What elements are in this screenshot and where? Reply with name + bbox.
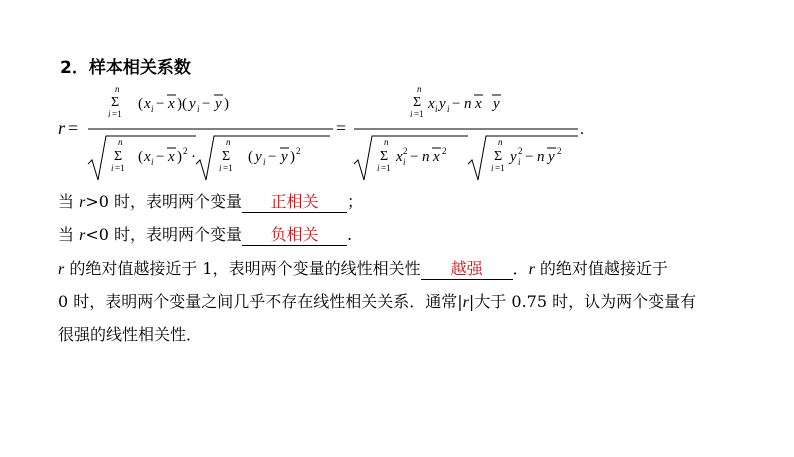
svg-text:Σ: Σ (111, 95, 120, 110)
l1-mid: >0 时，表明两个变量 (85, 192, 243, 211)
l1-prefix: 当 (58, 192, 75, 211)
l4-var: r (462, 294, 469, 311)
svg-text:Σ: Σ (494, 149, 503, 164)
svg-text:(: ( (138, 149, 143, 165)
l3-var2: r (528, 261, 535, 278)
svg-text:2: 2 (518, 146, 523, 156)
l5-text: 很强的线性相关性． (58, 325, 203, 344)
svg-text:i: i (151, 104, 154, 114)
statement-conclusion (58, 323, 202, 347)
svg-text:i: i (410, 109, 413, 119)
svg-text:=1: =1 (223, 163, 233, 173)
svg-text:−: − (525, 149, 534, 165)
l4-text: 0 时，表明两个变量之间几乎不存在线性相关关系．通常| (58, 292, 463, 311)
svg-text:i: i (377, 163, 380, 173)
l2-prefix: 当 (58, 225, 75, 244)
svg-text:): ) (290, 149, 295, 165)
svg-text:i: i (263, 157, 266, 167)
svg-text:−: − (452, 96, 461, 112)
svg-text:n: n (498, 137, 503, 147)
svg-text:x: x (428, 96, 435, 112)
svg-text:y: y (189, 96, 196, 112)
svg-text:i: i (111, 163, 114, 173)
svg-text:i: i (197, 104, 200, 114)
svg-text:=1: =1 (495, 163, 505, 173)
svg-text:2: 2 (183, 146, 188, 156)
svg-text:−: − (410, 149, 419, 165)
answer-blank-negative: 负相关 (242, 225, 347, 246)
l1-end: ； (347, 192, 364, 211)
svg-text:y: y (493, 96, 500, 112)
svg-text:n: n (537, 149, 545, 165)
formula-eq-1: = (68, 118, 79, 138)
l3-mid: 的绝对值越接近于 1，表明两个变量的线性相关性 (64, 259, 421, 278)
svg-text:i: i (403, 157, 406, 167)
svg-text:n: n (226, 137, 231, 147)
svg-text:i: i (219, 163, 222, 173)
svg-text:y: y (215, 96, 222, 112)
svg-text:n: n (384, 137, 389, 147)
l3-mid2: ． (512, 259, 529, 278)
statement-strength (58, 257, 668, 282)
formula-svg (58, 84, 598, 184)
svg-text:2: 2 (296, 146, 301, 156)
svg-text:−: − (202, 96, 211, 112)
fraction-1-numerator (108, 84, 229, 119)
l1-var: r (79, 194, 86, 211)
svg-text:x: x (144, 149, 151, 165)
statement-threshold (58, 290, 696, 315)
svg-text:i: i (108, 109, 111, 119)
svg-text:x: x (168, 149, 175, 165)
fraction-2-numerator (410, 84, 501, 119)
svg-text:i: i (151, 157, 154, 167)
svg-text:y: y (281, 149, 288, 165)
answer-blank-strength: 越强 (421, 259, 513, 280)
svg-text:i: i (435, 104, 438, 114)
svg-text:−: − (156, 96, 165, 112)
svg-text:(: ( (138, 96, 143, 112)
formula-eq-2: = (336, 118, 347, 138)
svg-text:−: − (156, 149, 165, 165)
section-heading: 2．样本相关系数 (60, 58, 191, 78)
svg-text:y: y (510, 149, 517, 165)
svg-text:=1: =1 (381, 163, 391, 173)
svg-text:−: − (268, 149, 277, 165)
svg-text:2: 2 (557, 146, 562, 156)
svg-text:y: y (255, 149, 262, 165)
svg-text:=1: =1 (112, 109, 122, 119)
statement-negative (58, 223, 352, 248)
svg-text:n: n (118, 137, 123, 147)
l2-end: . (347, 225, 353, 244)
correlation-formula (58, 84, 598, 184)
svg-text:Σ: Σ (413, 95, 422, 110)
svg-text:i: i (491, 163, 494, 173)
svg-text:n: n (417, 84, 422, 94)
svg-text:=1: =1 (115, 163, 125, 173)
svg-text:x: x (168, 96, 175, 112)
l3-end: 的绝对值越接近于 (534, 259, 668, 278)
formula-lhs: r (58, 118, 66, 138)
svg-text:Σ: Σ (380, 149, 389, 164)
l3-var: r (58, 261, 65, 278)
svg-text:Σ: Σ (114, 149, 123, 164)
fraction-1-denominator (88, 136, 330, 180)
l2-mid: <0 时，表明两个变量 (85, 225, 243, 244)
svg-text:(: ( (248, 149, 253, 165)
svg-text:)(: )( (177, 96, 187, 112)
answer-blank-positive: 正相关 (242, 192, 347, 213)
svg-text:2: 2 (442, 146, 447, 156)
l2-var: r (79, 227, 86, 244)
l4-end: |大于 0.75 时，认为两个变量有 (468, 292, 697, 311)
svg-text:y: y (548, 149, 555, 165)
svg-text:x: x (144, 96, 151, 112)
fraction-2-denominator (354, 136, 578, 180)
svg-text:n: n (115, 84, 120, 94)
svg-text:): ) (177, 149, 182, 165)
svg-text:x: x (475, 96, 482, 112)
svg-text:·: · (191, 149, 196, 165)
svg-text:2: 2 (403, 146, 408, 156)
svg-text:i: i (518, 157, 521, 167)
formula-end: . (580, 121, 584, 138)
svg-text:i: i (447, 104, 450, 114)
svg-text:x: x (433, 149, 440, 165)
svg-text:n: n (464, 96, 472, 112)
statement-positive (58, 190, 363, 215)
svg-text:=1: =1 (414, 109, 424, 119)
svg-text:y: y (439, 96, 446, 112)
svg-text:n: n (422, 149, 430, 165)
svg-text:x: x (396, 149, 403, 165)
svg-text:Σ: Σ (222, 149, 231, 164)
svg-text:): ) (224, 96, 229, 112)
